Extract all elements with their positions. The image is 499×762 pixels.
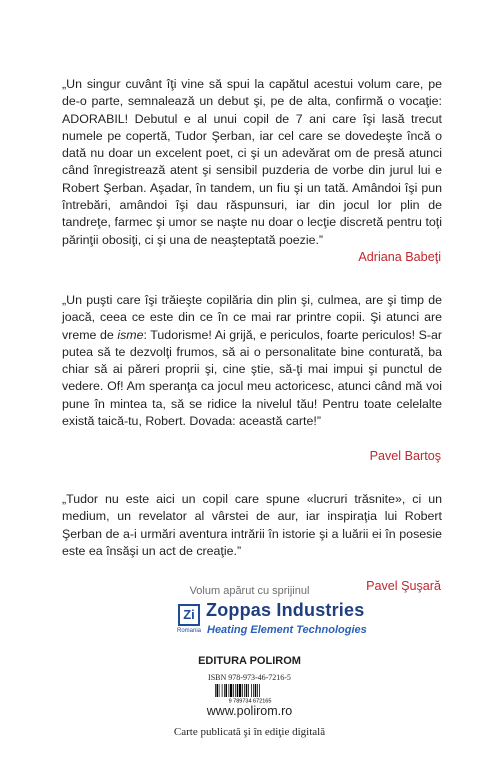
zoppas-logo-icon: Zi xyxy=(178,604,200,626)
zoppas-logo-subtext: Romania xyxy=(176,628,201,634)
review-author-2: Pavel Bartoş xyxy=(369,449,441,463)
sponsor-note: Volum apărut cu sprijinul xyxy=(189,585,310,597)
barcode-icon xyxy=(211,684,289,703)
review-quote-1: „Un singur cuvânt îţi vine să spui la capătul acestui volum care, pe de-o parte, semnalează un debut şi, pe de alta, confirmă o vocaţie: ADORABIL! Debutul e al unui copil de 7 ani care îşi lasă trecut numele pe copertă, Tudor Şerban, iar cel care se dovedeşte încă o dată nu doar un excelent poet, ci şi un adevărat om de presă atunci când înregistrează atent şi sensibil puzderia de vorbe din jurul lui e Robert Şerban. Aşadar, în tandem, un fiu şi un tată. Amândoi îşi pun întrebări, amândoi îşi dau răspunsuri, iar din jocul lor plin de tandreţe, farmec şi umor se naşte nu doar o lecţie discretă pentru toţi părinţii obosiţi, ci şi una de neaşteptată poezie.” xyxy=(62,77,442,247)
review-quote-2 xyxy=(62,292,442,430)
review-quote-2-italic: isme xyxy=(117,327,144,342)
review-quote-2-part-2: : Tudorisme! Ai grijă, e periculos, foarte periculos! S-ar putea să te dezvolţi frumos, să ai o personalitate bine conturată, ba chiar să ai păreri proprii şi, cine ştie, să-ţi mai impui şi punctul de vedere. Of! Am speranţa ca jocul meu actoricesc, atunci când mă voi pune în mintea ta, să se ridice la nivelul tău! Pentru toate celelalte există taică-tu, Robert. Dovada: această carte!” xyxy=(62,327,442,429)
review-quote-3: „Tudor nu este aici un copil care spune «lucruri trăsnite», ci un medium, un revelator al vârstei de aur, iar inspiraţia lui Robert Şerban de a-i urmări aventura intrării în istorie şi a luării ei în posesie este ea însăşi un act de creaţie.” xyxy=(62,492,442,558)
barcode-digits: 9 789734 672165 xyxy=(228,698,272,703)
digital-edition-note: Carte publicată şi în ediţie digitală xyxy=(173,726,326,738)
review-author-1: Adriana Babeţi xyxy=(358,250,441,264)
review-author-3: Pavel Şuşară xyxy=(366,579,441,593)
publisher-website: www.polirom.ro xyxy=(206,704,293,718)
sponsor-name: Zoppas Industries xyxy=(206,600,365,620)
isbn: ISBN 978-973-46-7216-5 xyxy=(208,673,291,682)
publisher-name: EDITURA POLIROM xyxy=(198,655,301,667)
sponsor-tagline: Heating Element Technologies xyxy=(207,624,367,636)
review-quote-2-part-1: „Un puşti care îşi trăieşte copilăria din plin şi, culmea, are şi timp de joacă, ceea ce este din ce în ce mai rar printre copii. Şi atunci are vreme de xyxy=(62,293,442,342)
